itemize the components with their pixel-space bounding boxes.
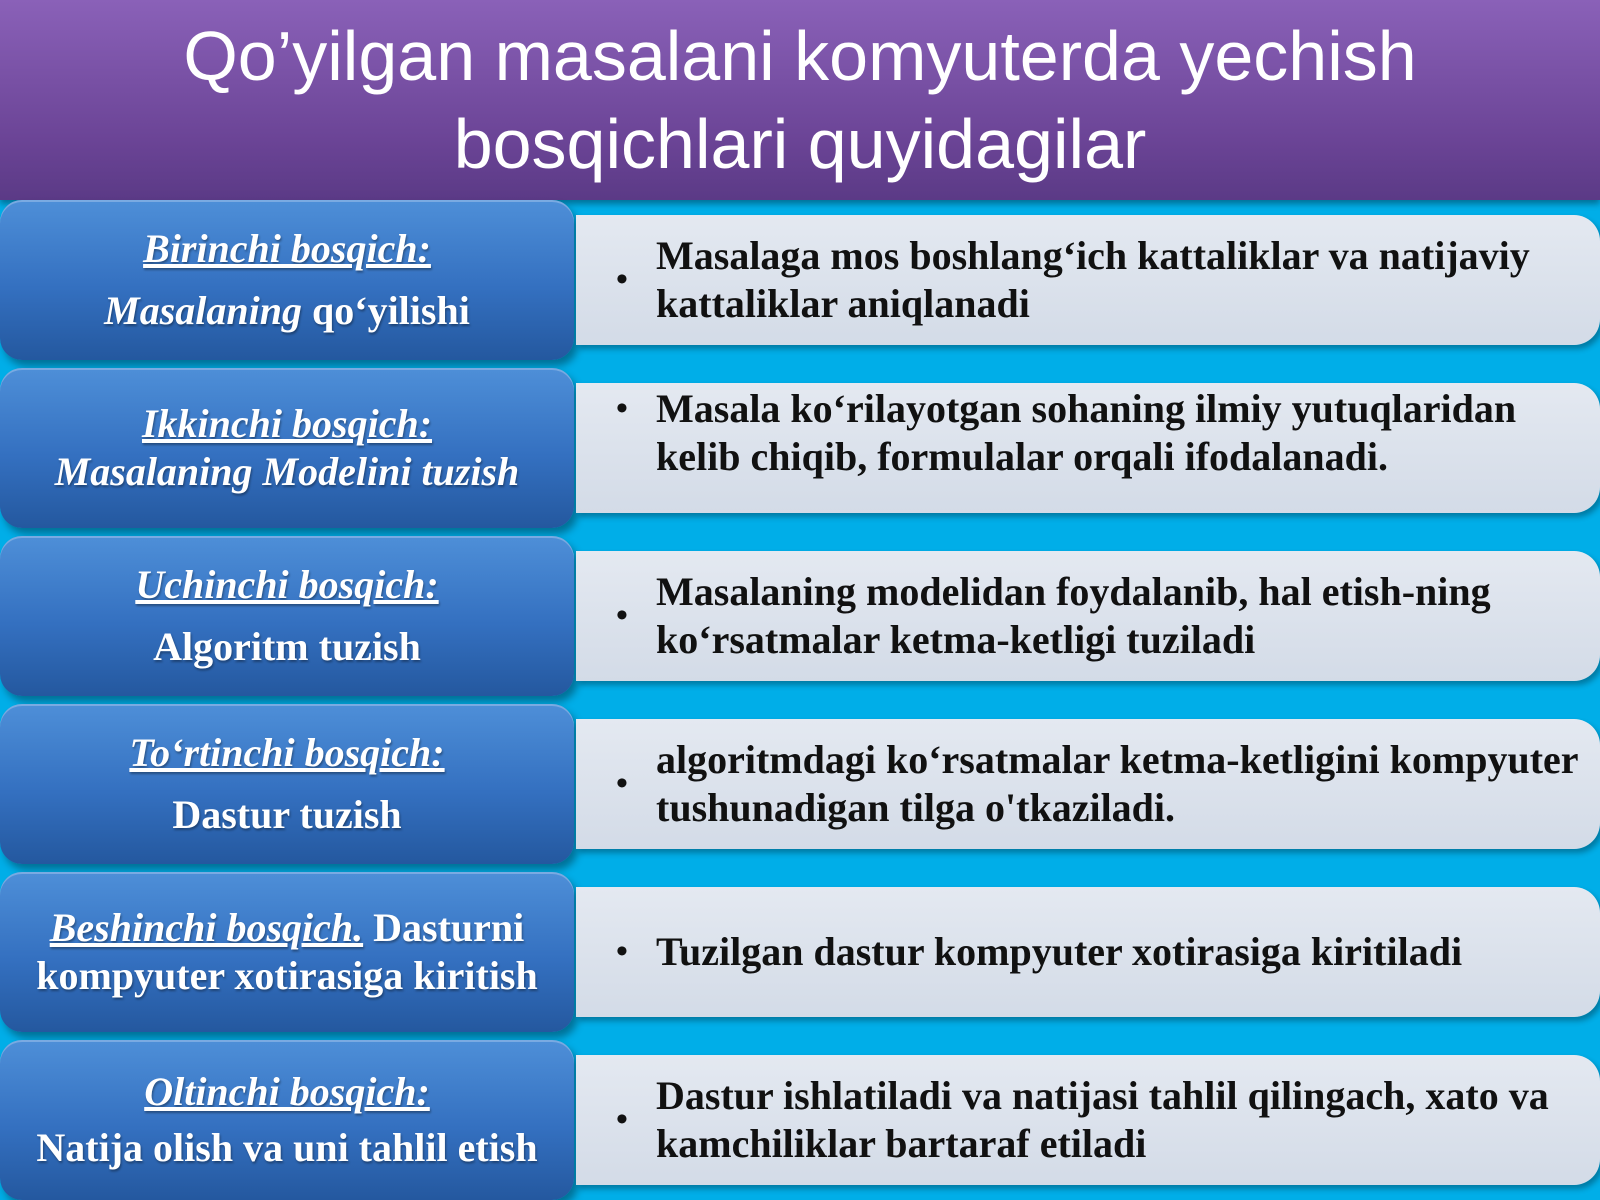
step-label-box-6 xyxy=(0,1040,574,1200)
step-name-block xyxy=(18,904,556,1000)
bullet-icon: • xyxy=(616,1101,628,1138)
slide-title-line-1: Qo’yilgan masalani komyuterda yechish xyxy=(183,17,1417,95)
step-description-box-5 xyxy=(576,887,1600,1017)
step-heading: Beshinchi bosqich. xyxy=(49,905,364,950)
bullet-icon: • xyxy=(616,390,628,427)
step-description: Masalaning modelidan foydalanib, hal etish-ning ko‘rsatmalar ketma-ketligi tuziladi xyxy=(656,569,1491,662)
step-description-box-1 xyxy=(576,215,1600,345)
step-name: Algoritm tuzish xyxy=(153,624,421,669)
step-row-5 xyxy=(0,872,1600,1032)
step-heading: To‘rtinchi bosqich: xyxy=(129,730,445,775)
step-row-3 xyxy=(0,536,1600,696)
step-description-box-4 xyxy=(576,719,1600,849)
step-name-italic: Masalaning xyxy=(104,288,302,333)
step-label-box-2 xyxy=(0,368,574,528)
bullet-icon: • xyxy=(616,261,628,298)
step-label-box-5 xyxy=(0,872,574,1032)
step-row-2 xyxy=(0,368,1600,528)
step-label-box-3 xyxy=(0,536,574,696)
step-label-box-4 xyxy=(0,704,574,864)
step-description: algoritmdagi ko‘rsatmalar ketma-ketligini kompyuter tushunadigan tilga o'tkaziladi. xyxy=(656,737,1578,830)
step-name: Natija olish va uni tahlil etish xyxy=(36,1125,538,1170)
step-row-4 xyxy=(0,704,1600,864)
step-description: Tuzilgan dastur kompyuter xotirasiga kiritiladi xyxy=(656,929,1463,974)
step-heading: Birinchi bosqich: xyxy=(143,226,431,271)
step-name: Dastur tuzish xyxy=(172,792,402,837)
step-description: Masala ko‘rilayotgan sohaning ilmiy yutuqlaridan kelib chiqib, formulalar orqali ifodalanadi. xyxy=(656,386,1517,479)
step-name-rest: qo‘yilishi xyxy=(302,288,470,333)
step-description: Dastur ishlatiladi va natijasi tahlil qilingach, xato va kamchiliklar bartaraf etiladi xyxy=(656,1073,1549,1166)
slide-title-line-2: bosqichlari quyidagilar xyxy=(453,105,1147,183)
step-name: Masalaning Modelini tuzish xyxy=(54,449,520,494)
bullet-icon: • xyxy=(616,765,628,802)
step-description-box-2 xyxy=(576,383,1600,513)
bullet-icon: • xyxy=(616,933,628,970)
step-description-box-3 xyxy=(576,551,1600,681)
step-description-box-6 xyxy=(576,1055,1600,1185)
step-heading: Uchinchi bosqich: xyxy=(135,562,439,607)
step-name: Dasturni kompyuter xotirasiga kiritish xyxy=(36,905,538,998)
title-band xyxy=(0,0,1600,200)
step-row-6 xyxy=(0,1040,1600,1200)
step-heading: Ikkinchi bosqich: xyxy=(141,401,433,446)
step-name xyxy=(104,287,470,335)
bullet-icon: • xyxy=(616,597,628,634)
step-description: Masalaga mos boshlang‘ich kattaliklar va natijaviy kattaliklar aniqlanadi xyxy=(656,233,1530,326)
step-heading: Oltinchi bosqich: xyxy=(144,1069,430,1114)
step-label-box-1 xyxy=(0,200,574,360)
step-row-1 xyxy=(0,200,1600,360)
